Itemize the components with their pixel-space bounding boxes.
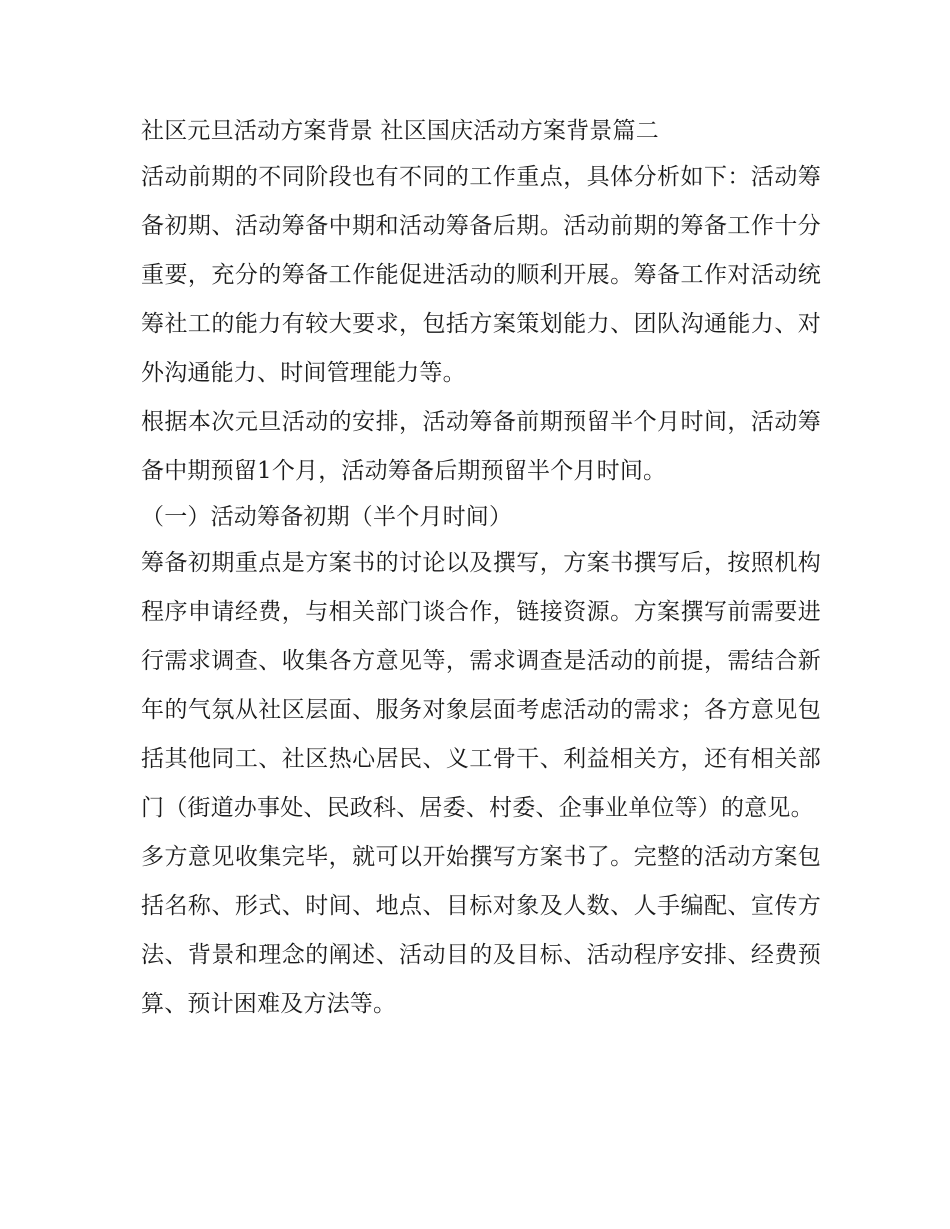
section-heading-early-stage: （一）活动筹备初期（半个月时间） bbox=[141, 504, 513, 530]
paragraph-early-stage: 筹备初期重点是方案书的讨论以及撰写，方案书撰写后，按照机构程序申请经费，与相关部门谈合作，链接资源。方案撰写前需要进行需求调查、收集各方意见等，需求调查是活动的前提，需结合新年的气氛从社区层面、服务对象层面考虑活动的需求；各方意见包括其他同工、社区热心居民、义工骨干、利益相关方，还有相关部门（街道办事处、民政科、居委、村委、企事业单位等）的意见。 bbox=[141, 550, 821, 821]
document-title: 社区元旦活动方案背景 社区国庆活动方案背景篇二 bbox=[141, 118, 659, 144]
document-body bbox=[141, 110, 821, 1029]
paragraph-stages: 活动前期的不同阶段也有不同的工作重点，具体分析如下：活动筹备初期、活动筹备中期和活动筹备后期。活动前期的筹备工作十分重要，充分的筹备工作能促进活动的顺利开展。筹备工作对活动统筹社工的能力有较大要求，包括方案策划能力、团队沟通能力、对外沟通能力、时间管理能力等。 bbox=[141, 164, 821, 386]
paragraph-schedule: 根据本次元旦活动的安排，活动筹备前期预留半个月时间，活动筹备中期预留1个月，活动筹备后期预留半个月时间。 bbox=[141, 409, 821, 484]
paragraph-proposal-contents: 多方意见收集完毕，就可以开始撰写方案书了。完整的活动方案包括名称、形式、时间、地点、目标对象及人数、人手编配、宣传方法、背景和理念的阐述、活动目的及目标、活动程序安排、经费预算、预计困难及方法等。 bbox=[141, 844, 821, 1017]
